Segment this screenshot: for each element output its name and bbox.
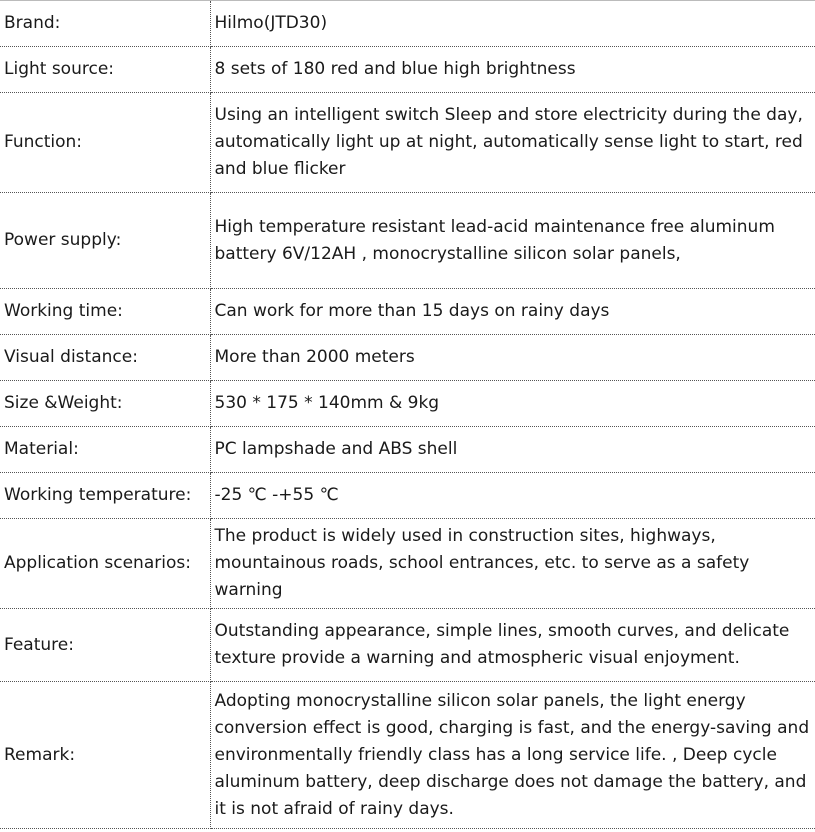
spec-row-application-scenarios (0, 519, 815, 609)
spec-value: Hilmo(JTD30) (210, 1, 815, 47)
spec-value: 530 * 175 * 140mm & 9kg (210, 381, 815, 427)
spec-row-size-weight (0, 381, 815, 427)
spec-row-working-time (0, 289, 815, 335)
spec-row-visual-distance (0, 335, 815, 381)
spec-row-feature (0, 609, 815, 682)
spec-row-function (0, 93, 815, 193)
spec-row-light-source (0, 47, 815, 93)
spec-row-power-supply (0, 193, 815, 289)
spec-label: Feature: (0, 609, 210, 682)
spec-value: Using an intelligent switch Sleep and store electricity during the day, automatically light up at night, automatically sense light to start, red and blue flicker (210, 93, 815, 193)
spec-value: PC lampshade and ABS shell (210, 427, 815, 473)
spec-label: Material: (0, 427, 210, 473)
spec-value: More than 2000 meters (210, 335, 815, 381)
spec-label: Working time: (0, 289, 210, 335)
spec-label: Visual distance: (0, 335, 210, 381)
spec-label: Light source: (0, 47, 210, 93)
spec-label: Size &Weight: (0, 381, 210, 427)
spec-label: Remark: (0, 682, 210, 829)
spec-label: Application scenarios: (0, 519, 210, 609)
spec-value: -25 ℃ -+55 ℃ (210, 473, 815, 519)
spec-label: Function: (0, 93, 210, 193)
spec-row-material (0, 427, 815, 473)
spec-value: High temperature resistant lead-acid maintenance free aluminum battery 6V/12AH , monocrystalline silicon solar panels, (210, 193, 815, 289)
spec-row-brand (0, 1, 815, 47)
spec-value: 8 sets of 180 red and blue high brightness (210, 47, 815, 93)
spec-label: Power supply: (0, 193, 210, 289)
spec-row-working-temperature (0, 473, 815, 519)
spec-value: The product is widely used in construction sites, highways, mountainous roads, school entrances, etc. to serve as a safety warning (210, 519, 815, 609)
spec-row-remark (0, 682, 815, 829)
spec-value: Can work for more than 15 days on rainy days (210, 289, 815, 335)
spec-value: Adopting monocrystalline silicon solar panels, the light energy conversion effect is good, charging is fast, and the energy-saving and environmentally friendly class has a long service life. , Deep cycle aluminum battery, deep discharge does not damage the battery, and it is not afraid of rainy days. (210, 682, 815, 829)
spec-label: Working temperature: (0, 473, 210, 519)
spec-label: Brand: (0, 1, 210, 47)
spec-value: Outstanding appearance, simple lines, smooth curves, and delicate texture provide a warning and atmospheric visual enjoyment. (210, 609, 815, 682)
